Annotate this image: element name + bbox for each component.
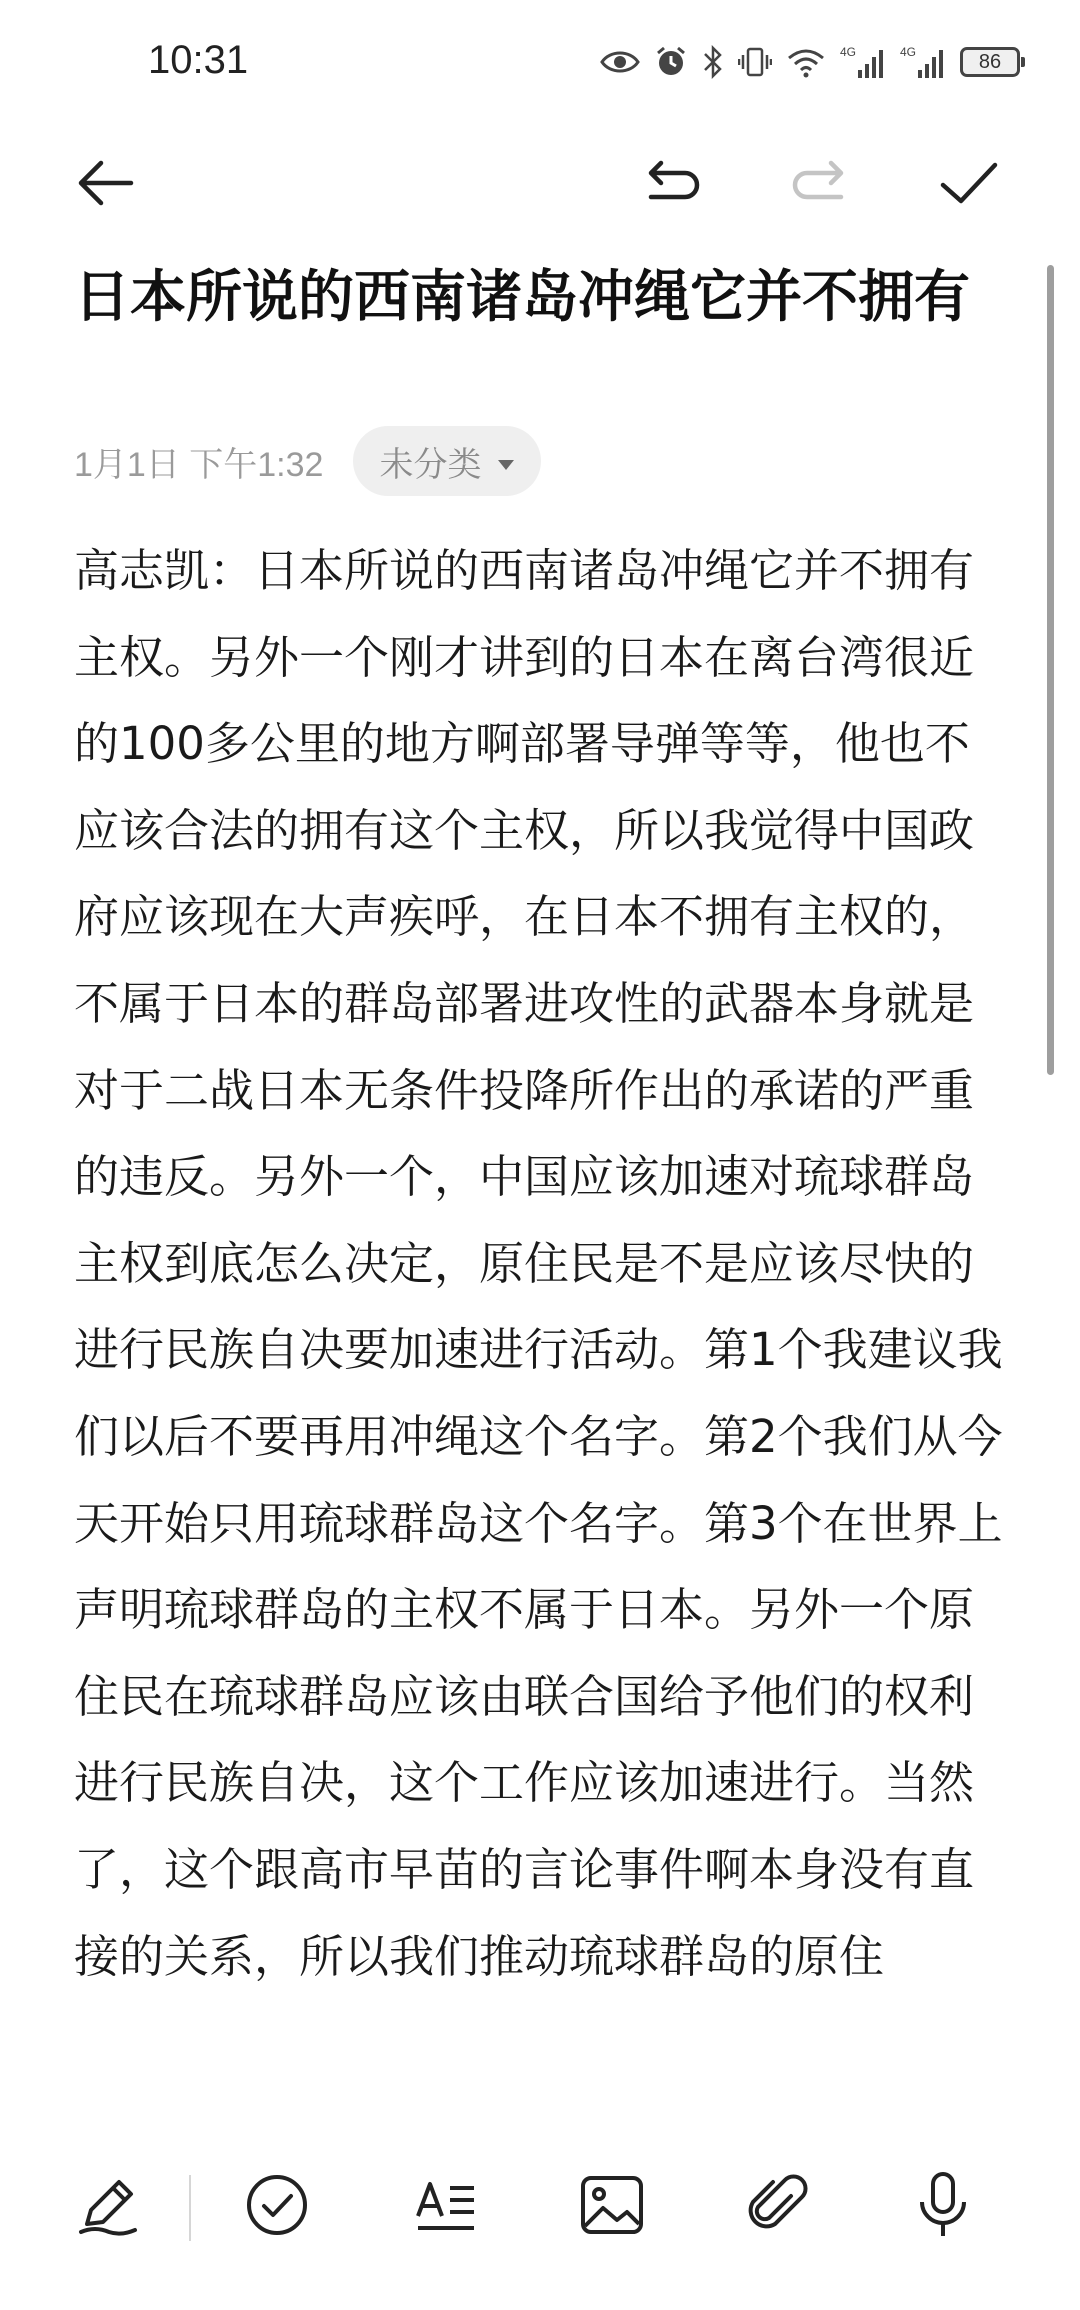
voice-input-button[interactable]	[893, 2157, 993, 2257]
toolbar-divider	[189, 2175, 191, 2241]
svg-text:4G: 4G	[900, 45, 917, 59]
back-arrow-icon	[73, 151, 137, 219]
text-format-icon	[412, 2170, 482, 2244]
scrollbar[interactable]	[1047, 265, 1054, 1075]
status-time: 10:31	[148, 38, 249, 82]
microphone-icon	[908, 2170, 978, 2244]
back-button[interactable]	[60, 140, 150, 230]
attachment-button[interactable]	[728, 2157, 828, 2257]
svg-text:4G: 4G	[840, 45, 857, 59]
checklist-button[interactable]	[227, 2157, 327, 2257]
redo-button[interactable]	[776, 140, 866, 230]
attachment-icon	[743, 2170, 813, 2244]
alarm-icon	[654, 45, 688, 79]
signal-4g-icon	[900, 44, 946, 80]
category-label: 未分类	[379, 444, 482, 485]
editor-toolbar	[0, 140, 1080, 230]
caret-down-icon	[497, 441, 515, 481]
image-icon	[577, 2170, 647, 2244]
status-bar	[0, 0, 1080, 120]
note-body[interactable]: 高志凯：日本所说的西南诸岛冲绳它并不拥有主权。另外一个刚才讲到的日本在离台湾很近的100多公里的地方啊部署导弹等等，他也不应该合法的拥有这个主权，所以我觉得中国政府应该现在大声疾呼，在日本不拥有主权的，不属于日本的群岛部署进攻性的武器本身就是对于二战日本无条件投降所作出的承诺的严重的违反。另外一个，中国应该加速对琉球群岛主权到底怎么决定，原住民是不是应该尽快的进行民族自决要加速进行活动。第1个我建议我们以后不要再用冲绳这个名字。第2个我们从今天开始只用琉球群岛这个名字。第3个在世界上声明琉球群岛的主权不属于日本。另外一个原住民在琉球群岛应该由联合国给予他们的权利进行民族自决，这个工作应该加速进行。当然了，这个跟高市早苗的言论事件啊本身没有直接的关系，所以我们推动琉球群岛的原住	[74, 544, 1003, 1983]
note-meta	[74, 425, 541, 497]
redo-icon	[789, 151, 853, 219]
pen-icon	[73, 2170, 143, 2244]
undo-button[interactable]	[626, 140, 716, 230]
insert-image-button[interactable]	[562, 2157, 662, 2257]
check-icon	[937, 151, 1001, 219]
signal-4g-icon	[840, 44, 886, 80]
status-icons	[600, 40, 1020, 84]
note-date: 1月1日 下午1:32	[74, 445, 324, 484]
battery-icon: 86	[960, 47, 1020, 77]
eye-icon	[600, 48, 640, 76]
vibrate-icon	[738, 45, 772, 79]
bottom-toolbar	[0, 2135, 1080, 2310]
text-format-button[interactable]	[397, 2157, 497, 2257]
handwriting-button[interactable]	[58, 2157, 158, 2257]
bottom-fade	[0, 2030, 1080, 2140]
note-title[interactable]: 日本所说的西南诸岛冲绳它并不拥有	[74, 265, 970, 330]
confirm-button[interactable]	[924, 140, 1014, 230]
wifi-icon	[786, 46, 826, 78]
checklist-icon	[242, 2170, 312, 2244]
undo-icon	[639, 151, 703, 219]
category-dropdown[interactable]	[353, 426, 541, 496]
bluetooth-icon	[702, 45, 724, 79]
